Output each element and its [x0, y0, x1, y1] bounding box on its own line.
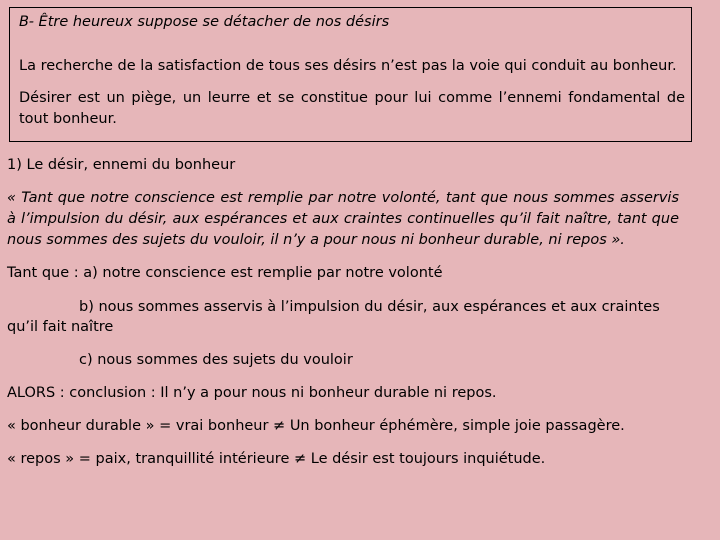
- list-item-a: Tant que : a) notre conscience est remplie par notre volonté: [7, 265, 443, 281]
- thesis-explanation: Désirer est un piège, un leurre et se constitue pour lui comme l’ennemi fondamental de tout bonheur.: [19, 90, 685, 127]
- section-title: 1) Le désir, ennemi du bonheur: [7, 157, 236, 173]
- schopenhauer-quote: « Tant que notre conscience est remplie par notre volonté, tant que nous sommes asservis à l’impulsion du désir, aux espérances et aux craintes continuelles qu’il fait naître, tant que nous sommes des sujets du vouloir, il n’y a pour nous ni bonheur durable, ni repos ».: [7, 190, 679, 248]
- definition-bonheur-durable: « bonheur durable » = vrai bonheur ≠ Un bonheur éphémère, simple joie passagère.: [7, 418, 625, 434]
- definition-repos: « repos » = paix, tranquillité intérieure ≠ Le désir est toujours inquiétude.: [7, 451, 546, 467]
- list-item-b-continuation: qu’il fait naître: [7, 319, 114, 335]
- list-item-c: c) nous sommes des sujets du vouloir: [79, 352, 353, 368]
- thesis-statement: La recherche de la satisfaction de tous ses désirs n’est pas la voie qui conduit au bonheur.: [19, 58, 677, 74]
- subsection-heading: B- Être heureux suppose se détacher de nos désirs: [19, 14, 390, 30]
- list-item-b: b) nous sommes asservis à l’impulsion du désir, aux espérances et aux craintes: [79, 299, 660, 315]
- conclusion: ALORS : conclusion : Il n’y a pour nous ni bonheur durable ni repos.: [7, 385, 497, 401]
